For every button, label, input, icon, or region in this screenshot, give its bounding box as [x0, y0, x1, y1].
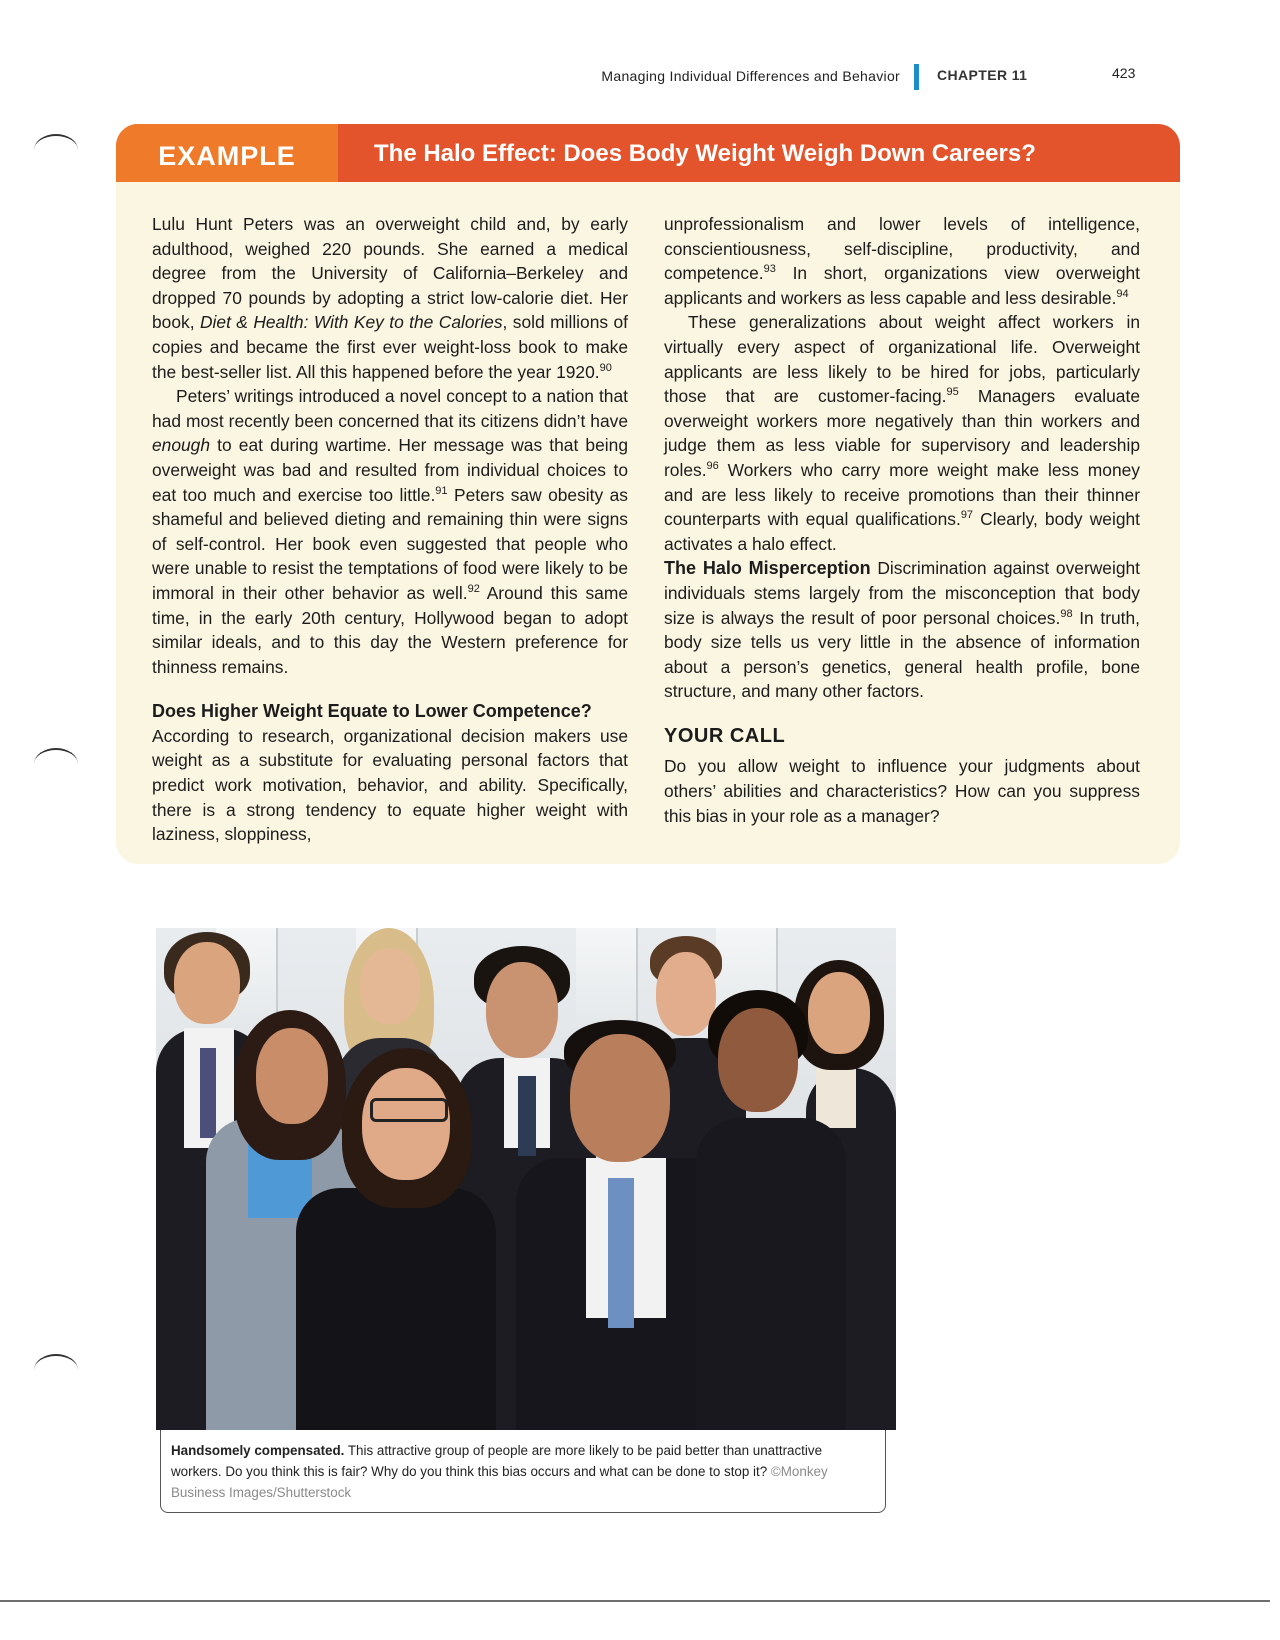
- paragraph: Peters’ writings introduced a novel concept to a nation that had most recently been concerned that its citizens didn’t have enough to eat during wartime. Her message was that being overweight was bad and resulted from individual choices to eat too much and exercise too little.$^{91}$ Peters saw obesity as shameful and believed dieting and remaining thin were signs of self-control. Her book even suggested that people who were unable to resist the temptations of food were likely to be immoral in their other behavior as well.$^{92}$ Around this same time, in the early 20th century, Hollywood began to adopt similar ideals, and to this day the Western preference for thinness remains.: [152, 386, 629, 677]
- book-title: Diet & Health: With Key to the Calories: [199, 312, 503, 333]
- running-header: [0, 64, 1280, 94]
- section-title: Managing Individual Differences and Behavior: [601, 68, 900, 84]
- footnote-ref: 94: [1116, 287, 1129, 300]
- caption-title: Handsomely compensated.: [171, 1443, 345, 1458]
- photo-caption: [160, 1430, 886, 1513]
- paragraph: These generalizations about weight affect workers in virtually every aspect of organizational life. Overweight applicants are less likely to be hired for jobs, particularly those that are customer-facing.$^{95}$ Managers evaluate overweight workers more negatively than thin workers and judge them as less viable for supervisory and leadership roles.$^{96}$ Workers who carry more weight make less money and are less likely to receive promotions than their thinner counterparts with equal qualifications.$^{97}$ Clearly, body weight activates a halo effect.: [664, 312, 1140, 554]
- group-photo: [156, 928, 896, 1430]
- paragraph: According to research, organizational decision makers use weight as a substitute for evaluating personal factors that predict work motivation, behavior, and ability. Specifically, there is a strong tendency to equate higher weight with laziness, sloppiness,: [152, 725, 628, 845]
- binder-hole-top: [34, 134, 78, 166]
- paragraph: unprofessionalism and lower levels of intelligence, conscientiousness, self-discipline, productivity, and competence.$^{93}$ In short, organizations view overweight applicants and workers as less capable and less desirable.$^{94}$: [664, 214, 1140, 308]
- footnote-ref: 96: [706, 460, 719, 473]
- paragraph: The Halo Misperception Discrimination against overweight individuals stems largely from the misconception that body size is always the result of poor personal choices.$^{98}$ In truth, body size tells us very little in the absence of information about a person’s genetics, general health profile, bone structure, and many other factors.: [664, 558, 1141, 702]
- your-call-text: Do you allow weight to influence your judgments about others’ abilities and characteristics? How can you suppress this bias in your role as a manager?: [664, 756, 1140, 826]
- paragraph: Lulu Hunt Peters was an overweight child and, by early adulthood, weighed 220 pounds. She earned a medical degree from the University of California–Berkeley and dropped 70 pounds by adopting a strict low-calorie diet. Her book, Diet & Health: With Key to the Calories, sold millions of copies and became the first ever weight-loss book to make the best-seller list. All this happened before the year 1920.90: [152, 214, 629, 382]
- caption-body: This attractive group of people are more likely to be paid better than unattractive workers. Do you think this is fair? Why do you think this bias occurs and what can be done to stop it?: [171, 1443, 823, 1479]
- your-call-heading: YOUR CALL: [664, 724, 786, 747]
- example-right-column: [664, 212, 1140, 828]
- footnote-ref: 98: [1060, 607, 1073, 620]
- example-header-bar: [116, 124, 1180, 182]
- subhead: The Halo Misperception: [664, 558, 871, 579]
- example-title: The Halo Effect: Does Body Weight Weigh Down Careers?: [374, 140, 1036, 167]
- footnote-ref: 97: [960, 509, 974, 522]
- chapter-divider-bar: [914, 64, 919, 90]
- footnote-ref: 95: [946, 386, 959, 399]
- footnote-ref: 90: [599, 361, 612, 374]
- example-left-column: [152, 212, 628, 847]
- binder-hole-bottom: [34, 1354, 78, 1386]
- footnote-ref: 91: [435, 484, 448, 497]
- photo-credit: ©Monkey Business Images/Shutterstock: [171, 1464, 828, 1500]
- subhead-section: [152, 699, 628, 847]
- subhead: Does Higher Weight Equate to Lower Competence?: [152, 701, 592, 722]
- chapter-label: CHAPTER 11: [937, 67, 1028, 83]
- example-tag: EXAMPLE: [116, 124, 338, 182]
- binder-hole-middle: [34, 748, 78, 780]
- footnote-ref: 92: [467, 583, 480, 596]
- page-number: 423: [1112, 65, 1136, 81]
- example-box: [116, 124, 1180, 864]
- footnote-ref: 93: [763, 263, 776, 276]
- page-edge: [0, 1600, 1270, 1602]
